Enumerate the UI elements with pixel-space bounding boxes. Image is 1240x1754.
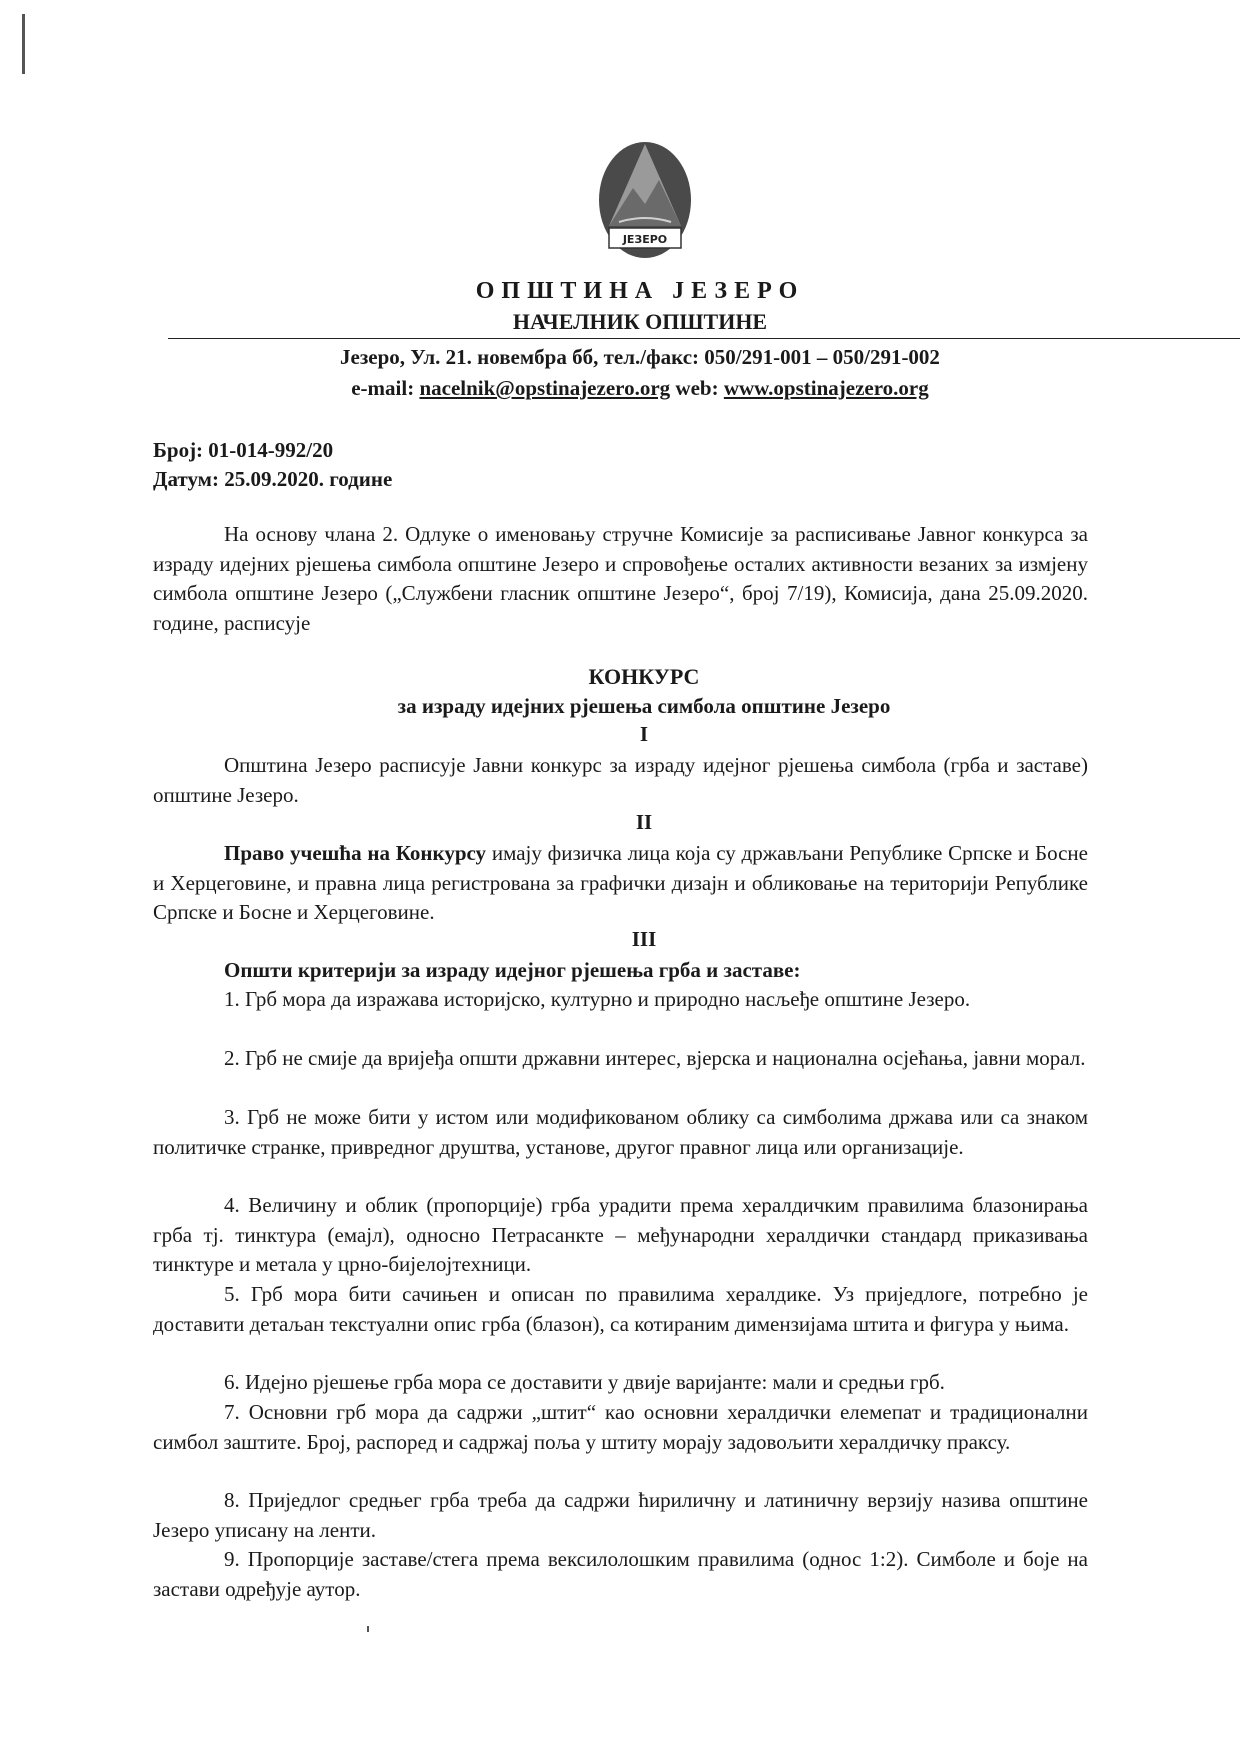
- section-3-heading: Општи критерији за израду идејног рјешења грба и заставе:: [224, 958, 801, 982]
- criterion-4: 4. Величину и облик (пропорције) грба урадити према хералдичким правилима блазонирања грба тј. тинктура (емајл), односно Петрасанкте – међународни хералдички стандард приказивања тинктуре и метала у црно-бијелојтехници.: [153, 1193, 1088, 1276]
- logo-text: ЈЕЗЕРО: [622, 233, 668, 246]
- document-title: КОНКУРС: [588, 664, 700, 689]
- scan-artifact: [22, 14, 25, 74]
- contact-online: [0, 376, 1240, 401]
- criterion-3: 3. Грб не може бити у истом или модификованом облику са симболима држава или са знаком политичке странке, привредног друштва, установе, другог правног лица или организације.: [153, 1105, 1088, 1159]
- criterion-1: 1. Грб мора да изражава историјско, културно и природно насљеђе општине Језеро.: [224, 987, 971, 1011]
- scan-artifact-tick: [367, 1626, 369, 1632]
- email-label: e-mail:: [351, 376, 415, 400]
- criterion-6: 6. Идејно рјешење грба мора се доставити у двије варијанте: мали и средњи грб.: [224, 1370, 945, 1394]
- criterion-8: 8. Приједлог средњег грба треба да садржи ћириличну и латиничну верзију назива општине Језеро уписану на ленти.: [153, 1488, 1088, 1542]
- municipality-name: ОПШТИНА ЈЕЗЕРО: [475, 278, 805, 304]
- web-label: web:: [675, 376, 719, 400]
- email-link[interactable]: nacelnik@opstinajezero.org: [419, 376, 671, 400]
- section-2-text: имају физичка лица која су држављани Републике Српске и Босне и Херцеговине, и правна лица регистрована за графички дизајн и обликовање на територији Републике Српске и Босне и Херцеговине.: [153, 841, 1088, 924]
- criterion-9: 9. Пропорције заставе/стега према вексилолошким правилима (однос 1:2). Симболе и боје на застави одређује аутор.: [153, 1547, 1088, 1601]
- criterion-2: 2. Грб не смије да вријеђа општи државни интерес, вјерска и национална осјећања, јавни морал.: [224, 1046, 1086, 1070]
- section-numeral-2: II: [635, 810, 653, 834]
- section-2-lead: Право учешћа на Конкурсу: [224, 841, 487, 865]
- municipality-logo: [589, 134, 701, 274]
- criterion-5: 5. Грб мора бити сачињен и описан по правилима хералдике. Уз приједлоге, потребно је доставити детаљан текстуални опис грба (блазон), са котираним димензијама штита и фигура у њима.: [153, 1282, 1088, 1336]
- section-2-paragraph: [153, 839, 1088, 928]
- criterion-7: 7. Основни грб мора да садржи „штит“ као основни хералдички елемепат и традиционални симбол заштите. Број, распоред и садржај поља у штиту морају задовољити хералдичку праксу.: [153, 1400, 1088, 1454]
- section-1-text: Општина Језеро расписује Јавни конкурс за израду идејног рјешења симбола (грба и заставе) општине Језеро.: [153, 753, 1088, 807]
- contact-address: Језеро, Ул. 21. новембра бб, тел./факс: 050/291-001 – 050/291-002: [340, 345, 940, 369]
- section-numeral-1: I: [639, 722, 649, 746]
- office-name: НАЧЕЛНИК ОПШТИНЕ: [512, 309, 768, 334]
- header-divider: [168, 338, 1240, 339]
- intro-paragraph: На основу члана 2. Одлуке о именовању стручне Комисије за расписивање Јавног конкурса за израду идејних рјешења симбола општине Језеро и спровођење осталих активности везаних за измјену симбола општине Језеро („Службени гласник општине Језеро“, број 7/19), Комисија, дана 25.09.2020. године, расписује: [153, 522, 1088, 635]
- document-number: Број: 01-014-992/20: [153, 438, 334, 462]
- document-subtitle: за израду идејних рјешења симбола општине Језеро: [397, 694, 891, 718]
- web-link[interactable]: www.opstinajezero.org: [723, 376, 929, 400]
- section-numeral-3: III: [631, 927, 657, 951]
- document-date: Датум: 25.09.2020. године: [153, 467, 393, 491]
